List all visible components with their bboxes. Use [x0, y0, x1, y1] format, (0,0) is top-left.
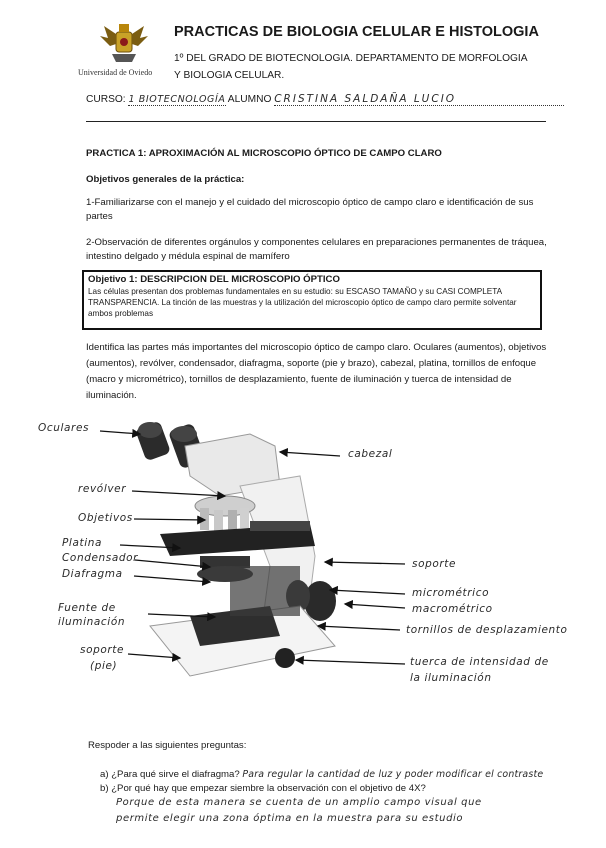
document-subtitle: 1º DEL GRADO DE BIOTECNOLOGIA. DEPARTAMENTO DE MORFOLOGIA Y BIOLOGIA CELULAR. [174, 53, 527, 81]
label-soporte-pie-1: soporte [80, 644, 125, 656]
label-platina: Platina [62, 537, 103, 549]
label-revolver: revólver [78, 483, 127, 495]
curso-label: CURSO: [86, 94, 126, 105]
label-soporte: soporte [412, 558, 457, 570]
label-fuente-2: iluminación [58, 616, 126, 628]
label-tornillos: tornillos de desplazamiento [406, 624, 568, 636]
university-name: Universidad de Oviedo [78, 68, 153, 77]
instructions: Identifica las partes más importantes del microscopio óptico de campo claro. Oculares (aumentos), objetivos (aumentos), revólver, condensador, diafragma, soporte (pie y brazo), cabezal, platina, tornillos de enfoque (macro y micrométrico), tornillos de desplazamiento, fuente de iluminación y tuerca de intensidad de iluminación. [86, 342, 547, 401]
objective-1: 1-Familiarizarse con el manejo y el cuidado del microscopio óptico de campo claro e identificación de sus partes [86, 197, 534, 222]
label-tuerca-2: la iluminación [410, 672, 492, 684]
question-a-text: a) ¿Para qué sirve el diafragma? [100, 769, 240, 780]
alumno-label: ALUMNO [227, 94, 272, 105]
label-fuente-1: Fuente de [58, 602, 116, 614]
label-oculares: Oculares [38, 422, 90, 434]
document-title: PRACTICAS DE BIOLOGIA CELULAR E HISTOLOGIA [174, 24, 539, 40]
label-cabezal: cabezal [348, 448, 393, 460]
label-macrometrico: macrométrico [412, 603, 493, 615]
label-soporte-pie-2: (pie) [90, 660, 118, 672]
label-tuerca-1: tuerca de intensidad de [410, 656, 549, 668]
box-title: Objetivo 1: DESCRIPCION DEL MICROSCOPIO ÓPTICO [88, 274, 340, 285]
question-a-answer: Para regular la cantidad de luz y poder modificar el contraste [242, 769, 544, 780]
label-condensador: Condensador [62, 552, 139, 564]
questions-intro: Respoder a las siguientes preguntas: [88, 740, 247, 751]
question-b-answer-2: permite elegir una zona óptima en la muestra para su estudio [116, 813, 464, 824]
curso-value: 1 BIOTECNOLOGÍA [128, 94, 226, 105]
label-objetivos: Objetivos [78, 512, 133, 524]
objectives-heading: Objetivos generales de la práctica: [86, 174, 245, 185]
question-b-answer-1: Porque de esta manera se cuenta de un amplio campo visual que [116, 797, 482, 808]
label-micrometrico: micrométrico [412, 587, 490, 599]
objective-2: 2-Observación de diferentes orgánulos y componentes celulares en preparaciones permanentes de tráquea, intestino delgado y médula espinal de mamífero [86, 237, 547, 262]
label-diafragma: Diafragma [62, 568, 123, 580]
box-body: Las células presentan dos problemas fundamentales en su estudio: su ESCASO TAMAÑO y su CASI COMPLETA TRANSPARENCIA. La tinción de las muestras y la utilización del microscopio óptico de campo claro permite solventar ambos problemas [88, 287, 517, 318]
question-b: b) ¿Por qué hay que empezar siembre la observación con el objetivo de 4X? [100, 783, 426, 794]
question-a [100, 769, 543, 780]
practica-title: PRACTICA 1: APROXIMACIÓN AL MICROSCOPIO ÓPTICO DE CAMPO CLARO [86, 148, 442, 159]
alumno-value: CRISTINA SALDAÑA LUCIO [274, 93, 564, 106]
